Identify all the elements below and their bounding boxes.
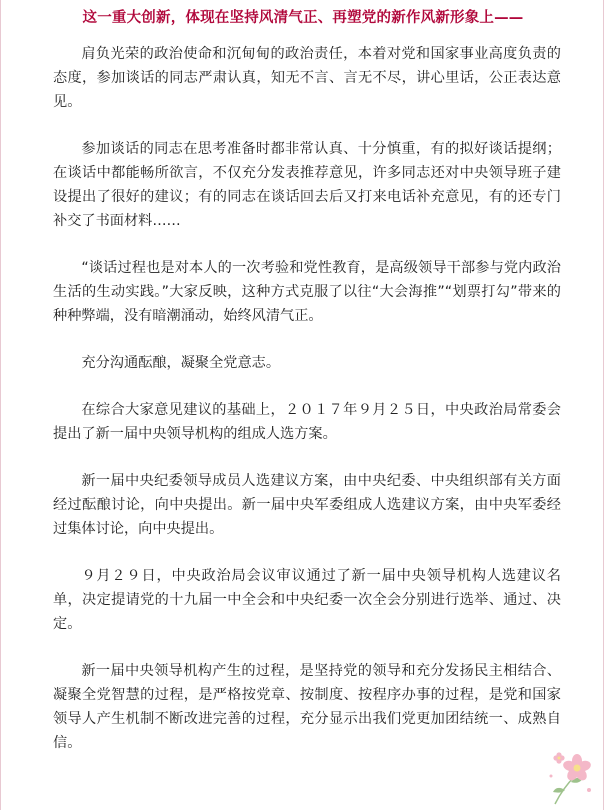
section-headline: 这一重大创新，体现在坚持风清气正、再塑党的新作风新形象上—— bbox=[82, 10, 524, 26]
paragraph-1: 肩负光荣的政治使命和沉甸甸的政治责任，本着对党和国家事业高度负责的态度，参加谈话的同志严肃认真，知无不言、言无不尽，讲心里话，公正表达意见。 bbox=[53, 46, 561, 110]
paragraph-5: 在综合大家意见建议的基础上，２０１７年９月２５日，中央政治局常委会提出了新一届中央领导机构的组成人选方案。 bbox=[53, 402, 561, 442]
article-body bbox=[53, 42, 561, 778]
flower-icon bbox=[545, 746, 597, 806]
paragraph-4: 充分沟通酝酿，凝聚全党意志。 bbox=[81, 355, 281, 371]
paragraph-7: ９月２９日，中央政治局会议审议通过了新一届中央领导机构人选建议名单，决定提请党的十九届一中全会和中央纪委一次全会分别进行选举、通过、决定。 bbox=[53, 568, 561, 632]
paragraph-8: 新一届中央领导机构产生的过程，是坚持党的领导和充分发扬民主相结合、凝聚全党智慧的过程，是严格按党章、按制度、按程序办事的过程，是党和国家领导人产生机制不断改进完善的过程，充分显示出我们党更加团结统一、成熟自信。 bbox=[53, 663, 561, 751]
paragraph-2: 参加谈话的同志在思考准备时都非常认真、十分慎重，有的拟好谈话提纲；在谈话中都能畅所欲言，不仅充分发表推荐意见，许多同志还对中央领导班子建设提出了很好的建议；有的同志在谈话回去后又打来电话补充意见，有的还专门补交了书面材料…… bbox=[53, 141, 561, 229]
paragraph-3: “谈话过程也是对本人的一次考验和党性教育，是高级领导干部参与党内政治生活的生动实践。”大家反映，这种方式克服了以往“大会海推”“划票打勾”带来的种种弊端，没有暗潮涌动，始终风清气正。 bbox=[53, 260, 561, 324]
paragraph-6: 新一届中央纪委领导成员人选建议方案，由中央纪委、中央组织部有关方面经过酝酿讨论，向中央提出。新一届中央军委组成人选建议方案，由中央军委经过集体讨论，向中央提出。 bbox=[53, 473, 561, 537]
